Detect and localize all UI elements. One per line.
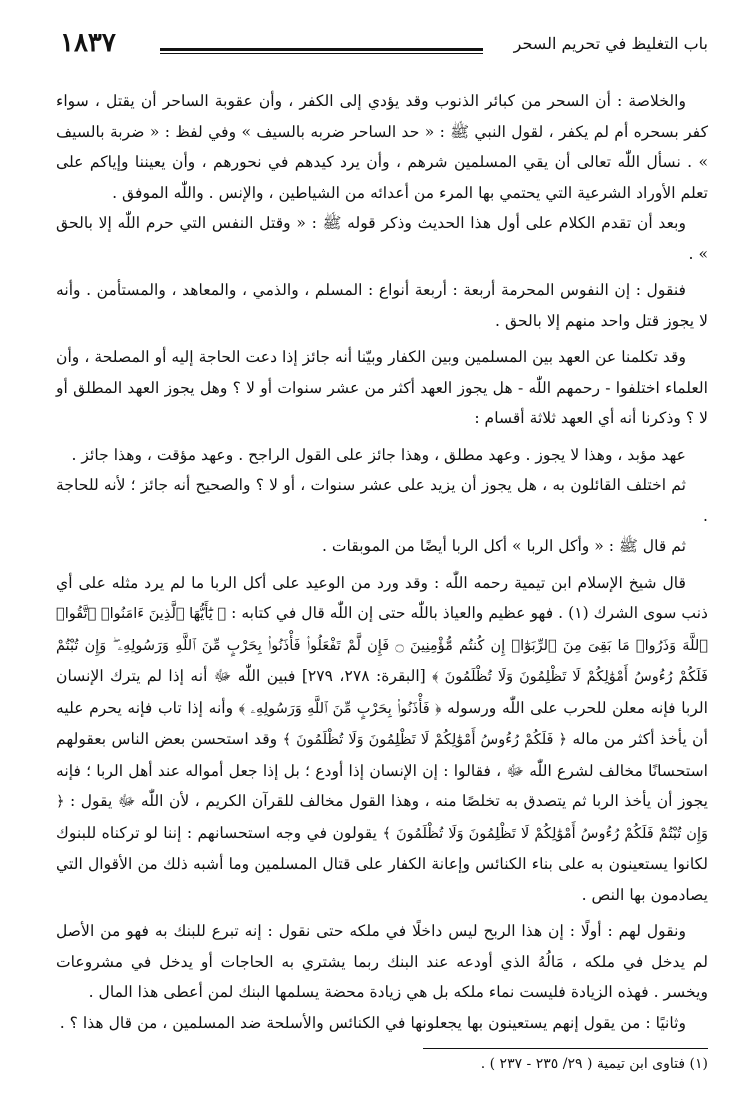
quran-verse-baqarah-278-279: ﴿ يَٰٓأَيُّهَا ٱلَّذِينَ ءَامَنُوا۟ ٱتَّقُوا۟ ٱللَّهَ وَذَرُوا۟ مَا بَقِىَ مِنَ ٱلرِّبَوٰٓا۟ إِن كُنتُم مُّؤْمِنِينَ ۝ فَإِن لَّمْ تَفْعَلُوا۟ فَأْذَنُوا۟ بِحَرْبٍ مِّنَ ٱللَّهِ وَرَسُولِهِۦ ۖ وَإِن تُبْتُمْ فَلَكُمْ رُءُوسُ أَمْوَٰلِكُمْ لَا تَظْلِمُونَ وَلَا تُظْلَمُونَ ﴾ xyxy=(56,606,708,685)
riba-text-6: يقولون في وجه استحسانهم : إننا لو تركناه للبنوك لكانوا يستعينون به على بناء الكنائس وإعانة الكفار على قتال المسلمين وما أشبه ذلك من الأقوال التي يصادمون بها النص . xyxy=(56,823,708,904)
chapter-title: باب التغليظ في تحريم السحر xyxy=(513,34,708,53)
paragraph-riba-intro: ثم قال ﷺ : « وأكل الربا » أكل الربا أيضًا من الموبقات . xyxy=(321,537,686,555)
riba-text-5: وقد استحسن بعض الناس بعقولهم استحسانًا مخالف لشرع اللّٰه ﷻ ، فقالوا : إن الإنسان إذا أودع ؛ بل إذا جعل أمواله عند أهل الربا ؛ فإنه يجوز أن يأخذ الربا ثم يتصدق به تخلصًا منه ، وهذا القول مخالف للقرآن الكريم ، لأن اللّٰه ﷻ يقول : xyxy=(56,730,708,810)
verse-reference: [البقرة: ٢٧٨، ٢٧٩] xyxy=(301,667,426,685)
quran-verse-capital: ﴿ فَلَكُمْ رُءُوسُ أَمْوَٰلِكُمْ لَا تَظْلِمُونَ وَلَا تُظْلَمُونَ ﴾ xyxy=(282,732,567,748)
riba-text-3: فبين اللّٰه ﷻ أنه إذا لم يترك الإنسان الربا فإنه معلن للحرب على اللّٰه ورسوله xyxy=(56,667,708,717)
paragraph-covenant-types: عهد مؤبد ، وهذا لا يجوز . وعهد مطلق ، وهذا جائز على القول الراجح . وعهد مؤقت ، وهذا جائز . xyxy=(71,445,686,464)
header-rule-thin xyxy=(160,53,483,54)
page-number: ١٨٣٧ xyxy=(60,28,116,58)
quran-verse-repent: ﴿ وَإِن تُبْتُمْ فَلَكُمْ رُءُوسُ أَمْوَٰلِكُمْ لَا تَظْلِمُونَ وَلَا تُظْلَمُونَ ﴾ xyxy=(56,794,708,842)
paragraph-protected-souls: فنقول : إن النفوس المحرمة أربعة : أربعة أنواع : المسلم ، والذمي ، والمعاهد ، والمستأمن . وأنه لا يجوز قتل واحد منهم إلا بالحق . xyxy=(56,281,708,330)
paragraph-hadith-intro: وبعد أن تقدم الكلام على أول هذا الحديث وذكر قوله ﷺ : « وقتل النفس التي حرم اللّٰه إلا بالحق » . xyxy=(56,214,708,263)
running-header xyxy=(60,30,708,64)
page-body xyxy=(56,86,708,1038)
paragraph-covenant: وقد تكلمنا عن العهد بين المسلمين وبين الكفار وبيّنا أنه جائز إذا دعت الحاجة إليه أو المصلحة ، وأن العلماء اختلفوا - رحمهم اللّٰه - هل يجوز العهد أكثر من عشر سنوات أو لا ؟ وهل يجوز العهد المطلق أو لا ؟ وذكرنا أنه أي العهد ثلاثة أقسام : xyxy=(56,348,708,427)
riba-text-4: وأنه إذا تاب فإنه يحرم عليه أن يأخذ أكثر من ماله xyxy=(56,698,708,748)
quran-verse-war: ﴿ فَأْذَنُوا۟ بِحَرْبٍ مِّنَ ٱللَّهِ وَرَسُولِهِۦ ﴾ xyxy=(238,700,442,717)
header-rule xyxy=(160,48,483,51)
footnote: (١) فتاوى ابن تيمية ( ٢٩/ ٢٣٥ - ٢٣٧ ) . xyxy=(480,1056,708,1072)
paragraph-covenant-duration: ثم اختلف القائلون به ، هل يجوز أن يزيد على عشر سنوات ، أو لا ؟ والصحيح أنه جائز ؛ لأنه للحاجة . xyxy=(56,476,708,525)
paragraph-riba xyxy=(56,568,708,911)
riba-text-2: . فهو عظيم والعياذ باللّٰه حتى إن اللّٰه قال في كتابه : xyxy=(231,604,564,622)
paragraph-reply-second: وثانيًا : من يقول إنهم يستعينون بها يجعلونها في الكنائس والأسلحة ضد المسلمين ، من قال هذا ؟ . xyxy=(59,1013,686,1032)
paragraph-reply-first: ونقول لهم : أولًا : إن هذا الربح ليس داخلًا في ملكه حتى نقول : إنه تبرع للبنك به فهو من الأصل لم يدخل في ملكه ، مَالُهُ الذي أودعه عند البنك ربما يشتري به الحاجات أو يدخل في مشروعات ويخسر . فهذه الزيادة فليست نماء ملكه بل هي زيادة محضة يسلمها البنك لمن أعطى هذا المال . xyxy=(56,922,708,1001)
footnote-divider xyxy=(423,1048,708,1049)
footnote-marker: (١) xyxy=(568,604,589,622)
riba-text-1: قال شيخ الإسلام ابن تيمية رحمه اللّٰه : وقد ورد من الوعيد على أكل الربا ما لم يرد مثله على أي ذنب سوى الشرك xyxy=(56,573,708,622)
paragraph-summary: والخلاصة : أن السحر من كبائر الذنوب وقد يؤدي إلى الكفر ، وأن عقوبة الساحر أن يقتل ، سواء كفر بسحره أم لم يكفر ، لقول النبي ﷺ : « حد الساحر ضربه بالسيف » وفي لفظ : « ضربة بالسيف » . نسأل اللّٰه تعالى أن يقي المسلمين شرهم ، وأن يرد كيدهم في نحورهم ، وأن يعيننا وإياكم على تعلم الأوراد الشرعية التي يحتمي بها المرء من أعدائه من الشياطين ، والإنس . واللّٰه الموفق . xyxy=(56,92,708,202)
